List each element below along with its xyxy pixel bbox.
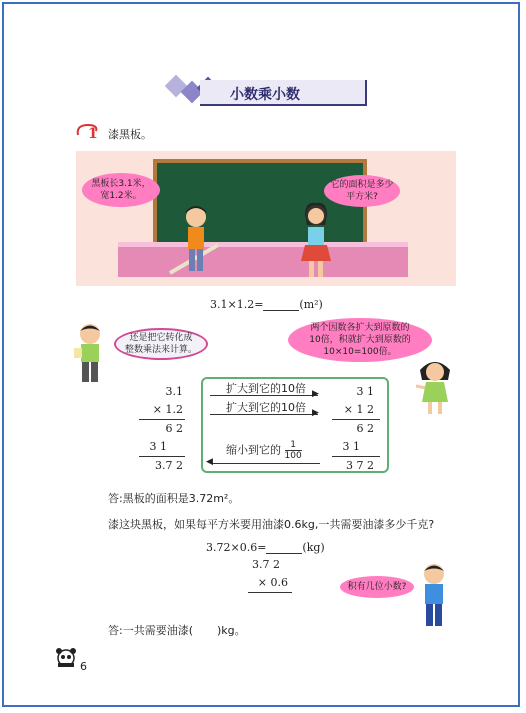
calc-row: × 0.6	[257, 576, 288, 589]
calc-row: 3 1	[149, 440, 167, 453]
page-title: 小数乘小数	[230, 87, 300, 103]
calc-rule	[139, 456, 185, 457]
girl-pointing-figure	[410, 358, 460, 418]
answer-blank[interactable]	[266, 543, 302, 554]
calc-row: × 1.2	[152, 403, 183, 416]
classroom-scene	[76, 151, 456, 286]
calc-rule	[139, 419, 185, 420]
arrow-label-2: 扩大到它的10倍	[226, 401, 306, 414]
task1-text: 漆黑板。	[108, 128, 152, 141]
answer2: 答:一共需要油漆( )kg。	[108, 624, 246, 637]
stage	[118, 247, 408, 277]
equation2	[206, 541, 325, 554]
answer-blank[interactable]	[263, 300, 299, 311]
equation2-expr: 3.72×0.6=	[206, 541, 267, 554]
calc-row: 3.7 2	[252, 558, 280, 571]
girl-figure	[291, 201, 341, 286]
arrow-head-icon: ◀	[206, 457, 213, 467]
calc-row: 6 2	[356, 422, 374, 435]
arrow-head-icon: ▶	[312, 389, 319, 399]
arrow-right-1	[210, 395, 318, 396]
calc-row: × 1 2	[343, 403, 374, 416]
calc-row: 3.7 2	[155, 459, 183, 472]
calc-row: 6 2	[165, 422, 183, 435]
panda-icon	[54, 646, 78, 668]
answer1: 答:黑板的面积是3.72m²。	[108, 492, 240, 505]
calc-rule	[332, 419, 380, 420]
equation1-expr: 3.1×1.2=	[210, 298, 264, 311]
calc-rule	[248, 592, 292, 593]
equation1-unit: (m²)	[299, 298, 323, 311]
calc-row: 3 1	[356, 385, 374, 398]
fraction-one-hundredth: $\frac{1}{100}$	[284, 440, 302, 461]
thinking-boy-figure	[70, 322, 110, 388]
calc-row: 3.1	[165, 385, 183, 398]
section-number: 1	[88, 126, 98, 142]
speech-bubble-digits: 积有几位小数?	[340, 576, 414, 598]
arrow-label-1: 扩大到它的10倍	[226, 382, 306, 395]
speech-bubble-left: 黑板长3.1米， 宽1.2米。	[82, 173, 160, 207]
boy-standing-figure	[414, 562, 454, 632]
task2-text: 漆这块黑板，如果每平方米要用油漆0.6kg,一共需要油漆多少千克?	[108, 518, 435, 531]
calc-row: 3 7 2	[346, 459, 374, 472]
title-banner	[160, 72, 370, 106]
speech-bubble-right: 它的面积是多少 平方米?	[324, 175, 400, 207]
section-number-icon	[74, 121, 104, 143]
page-number: 6	[80, 660, 87, 673]
equation1	[210, 298, 323, 311]
speech-bubble-product: 两个因数各扩大到原数的 10倍，积就扩大到原数的 10×10=100倍。	[288, 318, 432, 362]
speech-bubble-convert: 还是把它转化成 整数乘法来计算。	[114, 328, 208, 360]
arrow-head-icon: ▶	[312, 408, 319, 418]
arrow-right-2	[210, 414, 318, 415]
calc-rule	[332, 456, 380, 457]
equation2-unit: (kg)	[302, 541, 325, 554]
boy-with-ruler-figure	[166, 203, 226, 283]
arrow-label-3: 缩小到它的 $\frac{1}{100}$	[226, 440, 302, 461]
calc-row: 3 1	[342, 440, 360, 453]
arrow-left-3	[212, 463, 320, 464]
